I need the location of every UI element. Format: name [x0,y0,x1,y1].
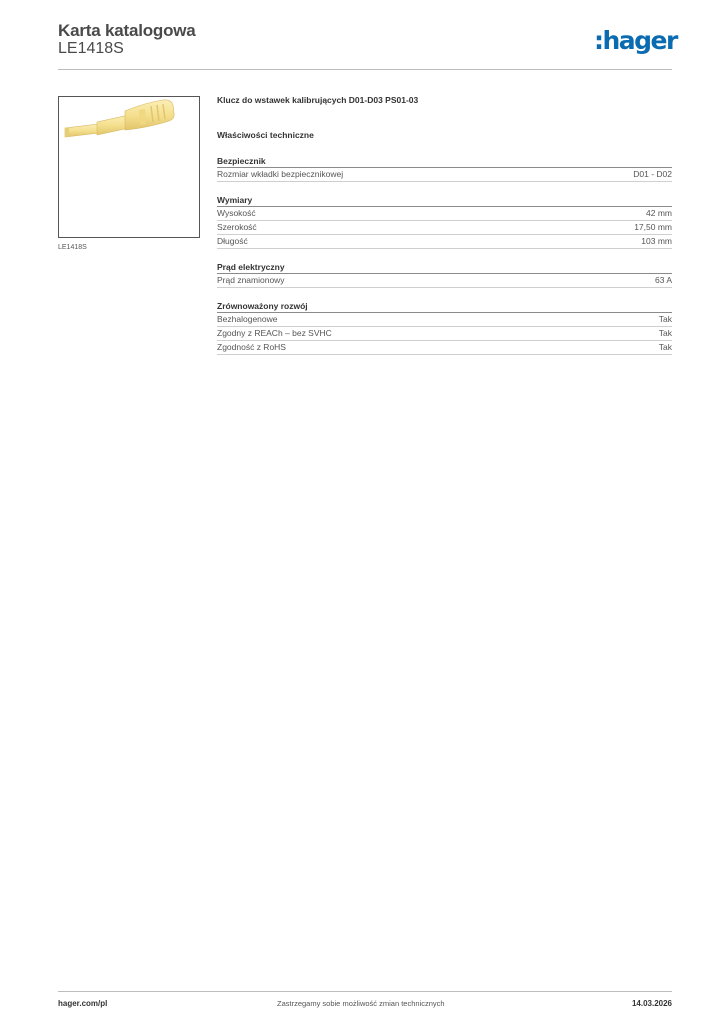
row-label: Długość [217,236,248,246]
header-divider [58,69,672,70]
product-image [58,96,200,238]
row-value: Tak [658,314,672,324]
row-label: Prąd znamionowy [217,275,285,285]
row-label: Rozmiar wkładki bezpiecznikowej [217,169,344,179]
section-electric-current [217,261,672,288]
table-row [217,274,672,288]
table-row [217,327,672,341]
section-title: Prąd elektryczny [217,261,672,274]
product-code: LE1418S [58,40,124,57]
row-value: Tak [658,328,672,338]
row-label: Wysokość [217,208,256,218]
table-row [217,341,672,355]
hager-logo-text: :hager [594,26,677,55]
website-link[interactable]: hager.com/pl [58,999,108,1008]
row-value: 63 A [654,275,672,285]
image-caption: LE1418S [58,244,87,251]
table-row [217,221,672,235]
calibration-key-icon [59,97,199,237]
row-value: 17,50 mm [634,222,672,232]
row-value: D01 - D02 [633,169,672,179]
section-fuse [217,155,672,182]
row-value: 103 mm [641,236,672,246]
row-label: Bezhalogenowe [217,314,278,324]
row-label: Zgodny z REACh – bez SVHC [217,328,332,338]
section-sustainability [217,300,672,355]
section-title: Bezpiecznik [217,155,672,168]
table-row [217,313,672,327]
product-name: Klucz do wstawek kalibrujących D01-D03 PS01-03 [217,95,419,105]
section-dimensions [217,194,672,249]
section-title: Wymiary [217,194,672,207]
table-row [217,207,672,221]
footer-note: Zastrzegamy sobie możliwość zmian technicznych [277,999,445,1008]
row-value: 42 mm [646,208,672,218]
row-value: Tak [658,342,672,352]
table-row [217,168,672,182]
row-label: Szerokość [217,222,257,232]
footer-divider [58,991,672,992]
document-date: 14.03.2026 [631,999,672,1008]
hager-logo[interactable] [594,28,677,53]
document-title: Karta katalogowa [58,21,196,40]
properties-heading: Właściwości techniczne [217,130,314,140]
row-label: Zgodność z RoHS [217,342,286,352]
section-title: Zrównoważony rozwój [217,300,672,313]
table-row [217,235,672,249]
